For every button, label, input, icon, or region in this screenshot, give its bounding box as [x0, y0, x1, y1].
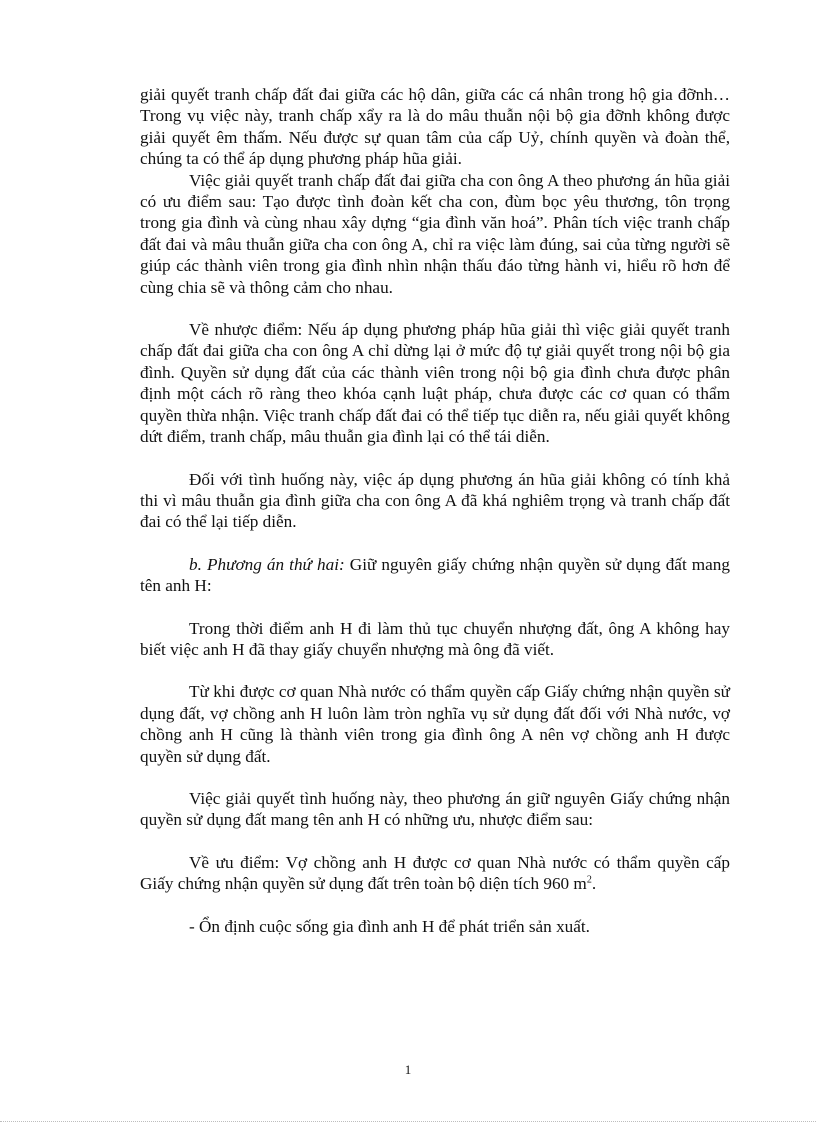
- paragraph-transfer: Trong thời điểm anh H đi làm thủ tục chuyển nhượng đất, ông A không hay biết việc anh H đã thay giấy chuyển nhượng mà ông đã viết.: [140, 618, 730, 659]
- advantage-tail: .: [591, 874, 597, 894]
- paragraph-plan-b-heading: [140, 554, 730, 597]
- advantage-text: Về ưu điểm: Vợ chồng anh H được cơ quan Nhà nước có thẩm quyền cấp Giấy chứng nhận quyền sử dụng đất trên toàn bộ diện tích 960 m: [140, 852, 730, 894]
- paragraph-land-rights: Từ khi được cơ quan Nhà nước có thẩm quyền cấp Giấy chứng nhận quyền sử dụng đất, vợ chồng anh H luôn làm tròn nghĩa vụ sử dụng đất đối với Nhà nước, vợ chồng anh H cũng là thành viên trong gia đình ông A nên vợ chồng anh H được quyền sử dụng đất.: [140, 682, 730, 766]
- plan-b-text: Giữ nguyên giấy chứng nhận quyền sử dụng đất mang tên anh H:: [140, 554, 730, 596]
- paragraph-plan-b-summary: Việc giải quyết tình huống này, theo phương án giữ nguyên Giấy chứng nhận quyền sử dụng đất mang tên anh H có những ưu, nhược điểm sau:: [140, 788, 730, 830]
- paragraph-mediation-feasibility: Đối với tình huống này, việc áp dụng phương án hũa giải không có tính khả thi vì mâu thuẫn gia đình giữa cha con ông A đã khá nghiêm trọng và tranh chấp đất đai có thể lại tiếp diễn.: [140, 469, 730, 532]
- document-page: [140, 84, 730, 937]
- paragraph-mediation-advantages: Việc giải quyết tranh chấp đất đai giữa cha con ông A theo phương án hũa giải có ưu điểm sau: Tạo được tình đoàn kết cha con, đùm bọc yêu thương, tôn trọng trong gia đình và cùng nhau xây dựng “gia đình văn hoá”. Phân tích việc tranh chấp đất đai và mâu thuẫn giữa cha con ông A, chỉ ra việc làm đúng, sai của từng người sẽ giúp các thành viên trong gia đình nhìn nhận thấu đáo từng hành vi, hiểu rõ hơn để cùng chia sẽ và thông cảm cho nhau.: [140, 170, 730, 297]
- plan-b-label: b. Phương án thứ hai:: [189, 554, 345, 574]
- paragraph-advantage: [140, 852, 730, 895]
- paragraph-mediation-disadvantages: Về nhược điểm: Nếu áp dụng phương pháp hũa giải thì việc giải quyết tranh chấp đất đai giữa cha con ông A chỉ dừng lại ở mức độ tự giải quyết trong nội bộ gia đình. Quyền sử dụng đất của các thành viên trong nội bộ gia đình chưa được phân định một cách rõ ràng theo khóa cạnh luật pháp, chưa được các cơ quan có thẩm quyền thừa nhận. Việc tranh chấp đất đai có thể tiếp tục diễn ra, nếu giải quyết không dứt điểm, tranh chấp, mâu thuẫn gia đình lại có thể tái diễn.: [140, 320, 730, 447]
- page-bottom-divider: [0, 1121, 816, 1122]
- paragraph-stability: - Ổn định cuộc sống gia đình anh H để phát triển sản xuất.: [189, 916, 590, 936]
- superscript-two: 2: [586, 874, 592, 886]
- paragraph-intro: giải quyết tranh chấp đất đai giữa các hộ dân, giữa các cá nhân trong hộ gia đỡnh… Trong vụ việc này, tranh chấp xẩy ra là do mâu thuẫn nội bộ gia đỡnh không được giải quyết êm thấm. Nếu được sự quan tâm của cấp Uỷ, chính quyền và đoàn thể, chúng ta có thể áp dụng phương pháp hũa giải.: [140, 85, 730, 169]
- page-number: 1: [404, 1062, 412, 1077]
